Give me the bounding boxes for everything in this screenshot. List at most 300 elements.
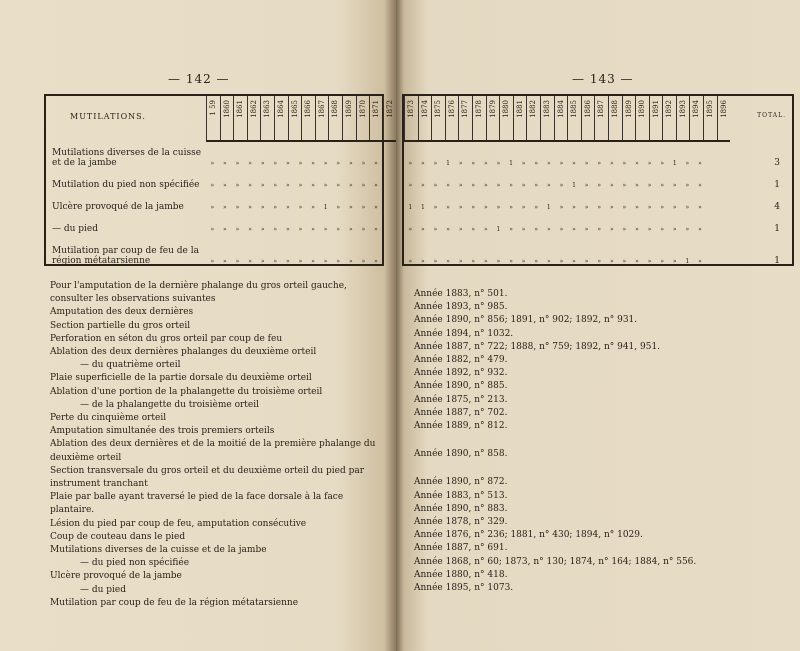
year-header-cell [315,96,329,140]
table-cell: » [597,258,602,265]
table-cell: » [408,226,413,233]
observation-item: Coup de couteau dans le pied [50,531,186,542]
table-cell: » [546,182,551,189]
observation-item: Ablation des deux dernières et de la moitié de la première phalange du deuxième orteil [50,439,376,463]
table-cell: » [635,182,639,189]
table-cell: » [622,258,627,265]
year-label: 1875 [434,100,443,118]
year-header-cell [622,96,636,140]
table-cell: » [672,258,677,265]
table-cell: » [260,258,265,265]
table-cell: » [496,204,501,211]
row-label: Ulcère provoqué de la jambe [52,202,184,212]
year-label: 1870 [358,100,367,118]
row-label: Mutilation du pied non spécifiée [52,180,200,190]
year-label: 1 59 [209,100,217,116]
table-cell: 1 [572,182,576,189]
year-label: 1877 [461,100,470,118]
page-number: — 142 — [168,72,230,86]
year-label: 1894 [692,100,701,118]
year-label: 1895 [706,100,715,118]
table-cell: » [559,204,564,211]
table-cell: » [698,160,702,167]
table-cell: 1 [546,204,551,211]
reference-item: Année 1895, n° 1073. [414,583,514,594]
table-cell: » [534,160,539,167]
year-header-cell [274,96,288,140]
table-cell: » [584,204,589,211]
reference-item: Année 1889, n° 812. [414,421,508,432]
table-row [404,246,792,278]
observation-item: Ulcère provoqué de la jambe [50,571,182,582]
table-cell: » [622,160,627,167]
table-cell: » [446,258,450,265]
table-cell: » [458,204,463,211]
table-cell: » [248,160,252,167]
table-cell: » [298,182,303,189]
observation-list [50,280,380,610]
table-cell: » [597,204,602,211]
observation-item: Amputation des deux dernières [50,307,194,318]
table-cell: » [298,226,303,233]
table-header-label: MUTILATIONS. [70,112,146,121]
table-cell: » [509,182,513,189]
table-cell: » [584,160,589,167]
row-cells [404,182,706,189]
left-page [0,0,396,651]
year-header-cell [649,96,663,140]
table-cell: » [323,258,328,265]
table-cell: » [248,258,252,265]
year-header-cell [567,96,581,140]
table-cell: » [635,204,639,211]
table-cell: » [273,226,278,233]
table-cell: » [635,258,639,265]
year-header-cell [689,96,703,140]
table-cell: » [348,160,353,167]
table-row [404,224,792,246]
reference-item: Année 1868, n° 60; 1873, n° 130; 1874, n° 164; 1884, n° 556. [414,556,697,567]
table-cell: » [572,226,576,233]
table-cell: » [471,258,476,265]
year-label: 1878 [474,100,483,118]
table-cell: » [534,204,539,211]
year-label: 1885 [570,100,579,118]
table-cell: » [698,182,702,189]
table-row [46,246,382,278]
table-cell: » [273,160,278,167]
table-cell: » [286,160,290,167]
table-cell: » [559,182,564,189]
table-cell: » [408,160,413,167]
year-label: 1864 [276,100,285,118]
table-cell: 1 [408,204,413,211]
table-cell: » [273,258,278,265]
table-cell: » [361,160,366,167]
table-cell: » [647,160,652,167]
reference-item: Année 1887, n° 691. [414,543,508,554]
table-row [404,148,792,180]
year-header-cell [676,96,690,140]
row-total: 1 [774,224,780,234]
table-cell: » [286,226,290,233]
year-label: 1891 [651,100,660,118]
table-cell: » [660,204,664,211]
row-total: 3 [774,158,780,168]
year-label: 1880 [502,100,511,118]
table-cell: » [609,204,614,211]
table-cell: » [496,160,501,167]
table-cell: » [584,258,589,265]
table-cell: » [597,226,602,233]
year-label: 1896 [719,100,728,118]
reference-item: Année 1887, n° 722; 1888, n° 759; 1892, n° 941, 951. [414,341,661,352]
observation-item: Pour l'amputation de la dernière phalange du gros orteil gauche, consulter les observations suivantes [50,281,347,305]
observation-item: Perforation en séton du gros orteil par coup de feu [50,333,283,344]
year-header-cell [703,96,717,140]
table-cell: » [609,160,614,167]
table-cell: » [509,204,513,211]
year-header-cell [717,96,731,140]
year-header-cell [608,96,622,140]
observation-item: Plaie par balle ayant traversé le pied de la face dorsale à la face plantaire. [50,492,344,516]
table-cell: » [698,204,702,211]
row-cells [206,160,382,167]
year-header-cell [220,96,234,140]
row-cells [404,160,706,167]
observation-item: — du quatrième orteil [80,360,181,371]
table-cell: » [660,160,664,167]
table-cell: » [471,160,476,167]
year-header-cell [540,96,554,140]
row-cells [404,204,706,211]
year-label: 1863 [263,100,272,118]
row-label: Mutilations diverses de la cuisse et de la jambe [52,148,202,168]
table-cell: » [647,182,652,189]
table-cell: » [546,258,551,265]
year-header-cell [499,96,513,140]
table-cell: » [672,226,677,233]
year-header-cell [247,96,261,140]
year-label: 1868 [331,100,340,118]
reference-item: Année 1890, n° 885. [414,381,508,392]
table-cell: » [286,258,290,265]
year-label: 1884 [556,100,565,118]
table-row [46,224,382,246]
table-body [46,148,382,278]
year-header-cell [554,96,568,140]
year-label: 1862 [249,100,258,118]
table-cell: » [260,182,265,189]
table-cell: » [298,258,303,265]
table-cell: » [534,182,539,189]
reference-item: Année 1882, n° 479. [414,355,508,366]
table-cell: » [672,204,677,211]
reference-item: Année 1875, n° 213. [414,394,508,405]
table-cell: » [446,226,450,233]
table-cell: » [311,204,315,211]
table-cell: » [361,182,366,189]
table-cell: » [323,226,328,233]
observation-item: Ablation des deux dernières phalanges du deuxième orteil [50,347,317,358]
reference-item: Année 1880, n° 418. [414,569,508,580]
table-cell: » [609,258,614,265]
table-cell: » [323,182,328,189]
year-header-cell [431,96,445,140]
table-cell: » [311,182,315,189]
table-cell: » [336,258,341,265]
table-cell: » [210,258,215,265]
right-page [396,0,800,651]
table-cell: » [374,204,378,211]
table-cell: » [433,258,438,265]
table-cell: » [374,160,378,167]
table-cell: » [298,160,303,167]
table-cell: » [235,226,240,233]
table-cell: » [496,258,501,265]
reference-item: Année 1883, n° 501. [414,289,508,299]
table-cell: » [509,258,513,265]
table-cell: » [336,160,341,167]
table-cell: » [685,160,690,167]
year-label: 1866 [304,100,313,118]
table-cell: » [421,258,425,265]
table-cell: » [685,226,690,233]
year-label: 1890 [638,100,647,118]
table-row [46,148,382,180]
row-label: — du pied [52,224,99,234]
year-label: 1860 [222,100,231,118]
row-label: Mutilation par coup de feu de la région métatarsienne [52,246,199,266]
table-cell: » [572,258,576,265]
table-cell: » [260,204,265,211]
total-header-label: TOTAL. [757,112,786,119]
table-cell: » [496,182,501,189]
table-cell: » [446,204,450,211]
table-cell: » [223,226,227,233]
table-cell: » [273,204,278,211]
row-cells [206,226,382,233]
reference-item: Année 1894, n° 1032. [414,328,514,339]
year-header-cell [581,96,595,140]
table-cell: » [286,204,290,211]
observation-item: Amputation simultanée des trois premiers orteils [50,426,275,437]
table-cell: » [336,226,341,233]
year-header-cell [342,96,356,140]
year-header-cell [486,96,500,140]
observation-item: Section partielle du gros orteil [50,320,191,331]
reference-list [414,288,794,595]
table-cell: » [647,258,652,265]
year-header-cell [404,96,418,140]
table-cell: » [660,226,664,233]
table-cell: » [660,258,664,265]
table-cell: » [685,204,690,211]
row-total: 1 [774,180,780,190]
row-total: 4 [774,202,780,212]
year-label: 1872 [385,100,394,118]
year-label: 1861 [236,100,245,118]
table-cell: » [534,226,539,233]
table-cell: » [248,182,252,189]
table-cell: » [235,258,240,265]
year-label: 1881 [515,100,524,118]
table-cell: » [597,182,602,189]
table-cell: » [685,182,690,189]
table-cell: » [484,204,488,211]
table-cell: » [210,204,215,211]
table-cell: » [336,182,341,189]
year-label: 1876 [447,100,456,118]
table-cell: » [235,160,240,167]
year-header-cell [472,96,486,140]
table-cell: » [223,258,227,265]
table-cell: » [421,226,425,233]
table-cell: » [521,204,526,211]
table-cell: » [546,160,551,167]
year-label: 1882 [529,100,538,118]
table-cell: » [458,160,463,167]
table-cell: » [622,226,627,233]
table-cell: » [298,204,303,211]
table-cell: » [584,226,589,233]
year-header-cell [594,96,608,140]
year-header-cell [206,96,220,140]
table-cell: » [433,226,438,233]
table-cell: » [286,182,290,189]
reference-item: Année 1890, n° 872. [414,477,508,488]
row-total: 1 [774,256,780,266]
table-cell: » [471,204,476,211]
table-cell: » [374,182,378,189]
table-cell: » [509,226,513,233]
table-cell: » [361,204,366,211]
year-header-cell [260,96,274,140]
table-cell: » [311,160,315,167]
table-cell: » [210,160,215,167]
table-cell: » [471,182,476,189]
table-body [404,148,792,278]
table-cell: 1 [672,160,677,167]
table-cell: » [584,182,589,189]
year-label: 1879 [488,100,497,118]
year-header-cell [233,96,247,140]
table-cell: » [647,204,652,211]
table-cell: » [521,182,526,189]
table-cell: » [521,226,526,233]
table-cell: 1 [420,204,425,211]
table-cell: » [210,182,215,189]
observation-item: Mutilations diverses de la cuisse et de la jambe [50,545,267,556]
table-cell: » [484,226,488,233]
year-label: 1893 [678,100,687,118]
table-cell: » [223,204,227,211]
year-header-cell [418,96,432,140]
year-header-row [404,96,730,142]
year-label: 1873 [407,100,415,118]
table-cell: » [622,204,627,211]
table-cell: 1 [509,160,513,167]
table-cell: » [559,160,564,167]
year-label: 1874 [420,100,429,118]
table-row [46,180,382,202]
row-cells [206,182,382,189]
table-cell: » [260,226,265,233]
year-label: 1887 [597,100,606,118]
year-header-cell [513,96,527,140]
reference-item: Année 1878, n° 329. [414,517,508,528]
year-label: 1867 [317,100,326,118]
observation-item: Mutilation par coup de feu de la région métatarsienne [50,597,299,608]
table-cell: » [458,258,463,265]
table-cell: » [458,182,463,189]
table-cell: » [210,226,215,233]
year-header-cell [356,96,370,140]
table-cell: » [446,182,450,189]
observation-item: Section transversale du gros orteil et du deuxième orteil du pied par instrument tranchant [50,465,365,490]
reference-item: Année 1892, n° 932. [414,368,508,379]
table-cell: » [408,258,413,265]
table-cell: » [348,204,353,211]
year-header-cell [662,96,676,140]
table-cell: » [323,160,328,167]
table-row [46,202,382,224]
year-label: 1865 [290,100,299,118]
reference-item: Année 1890, n° 856; 1891, n° 902; 1892, n° 931. [414,315,638,326]
table-cell: » [273,182,278,189]
year-header-cell [383,96,397,140]
table-cell: » [374,226,378,233]
table-cell: » [421,160,425,167]
year-label: 1888 [610,100,619,118]
year-label: 1871 [372,100,381,118]
table-cell: » [348,226,353,233]
year-header-cell [328,96,342,140]
observation-item: — du pied [80,584,127,595]
table-cell: » [471,226,476,233]
table-cell: » [572,160,576,167]
reference-item: Année 1883, n° 513. [414,490,508,501]
table-cell: » [248,204,252,211]
table-cell: 1 [685,258,690,265]
table-cell: » [311,258,315,265]
observation-item: — du pied non spécifiée [80,558,190,569]
reference-item: Année 1887, n° 702. [414,407,508,418]
year-label: 1883 [542,100,551,118]
table-cell: » [647,226,652,233]
observation-item: Perte du cinquième orteil [50,413,167,424]
row-cells [404,226,706,233]
observation-item: Ablation d'une portion de la phalangette du troisième orteil [50,386,323,397]
table-cell: » [223,182,227,189]
mutilations-table-continued [402,94,794,266]
table-cell: » [559,226,564,233]
observation-item: Plaie superficielle de la partie dorsale du deuxième orteil [50,373,312,384]
table-cell: » [361,258,366,265]
table-cell: » [546,226,551,233]
table-cell: » [458,226,463,233]
table-cell: » [635,160,639,167]
table-cell: » [433,204,438,211]
table-cell: » [223,160,227,167]
table-cell: » [361,226,366,233]
mutilations-table [44,94,394,266]
year-header-cell [526,96,540,140]
table-cell: » [235,204,240,211]
year-header-cell [458,96,472,140]
table-cell: » [433,182,438,189]
observation-item: — de la phalangette du troisième orteil [80,399,259,410]
